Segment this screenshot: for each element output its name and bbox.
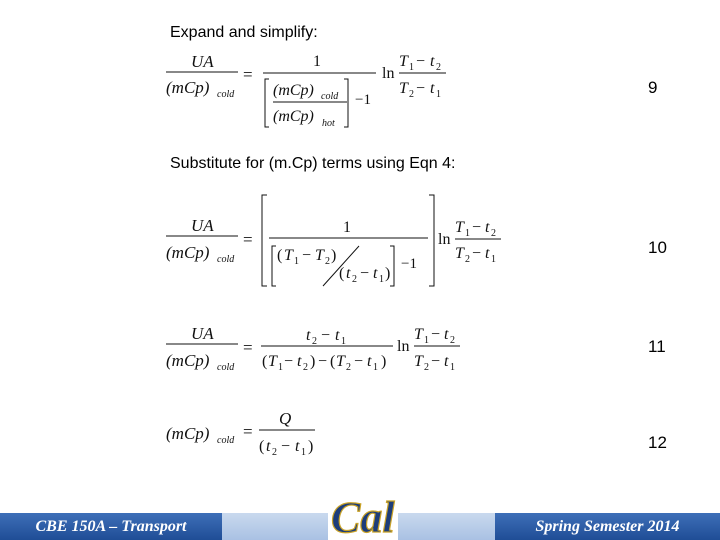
eq10-ln-t1: t [485,245,490,262]
eq12-t2: t [266,438,271,455]
eq9-t2-sub: 2 [436,62,441,73]
eq12-cold: cold [217,435,235,446]
equation-12 [163,403,323,463]
eq9-hot: hot [322,118,335,129]
eq11-num-t2: t [306,327,311,344]
eq11-ln-T2: T [414,353,423,370]
eq10-paren-a: ( [277,247,283,264]
eq11-den-paren-d: ) [381,353,387,370]
eq10-equals: = [243,230,253,249]
eq11-den-T2-sub: 2 [346,362,351,373]
eq11-equals: = [243,338,253,357]
eq10-paren-d: ) [385,265,391,282]
eq11-ln-t2-sub: 2 [450,335,455,346]
equation-number-11: 11 [648,337,666,356]
eq11-den-minus-b: − [354,353,364,370]
eq11-den-paren-b: ) [310,353,316,370]
eq10-T1-sub: 1 [294,256,299,267]
eq10-ln-T2-sub: 2 [465,254,470,265]
eq10-minus-a: − [302,247,312,264]
eq11-num-t1-sub: 1 [341,336,346,347]
eq10-T2: T [315,247,324,264]
eq9-mcp-hot: (mCp) [273,108,314,125]
eq9-t2: t [430,53,435,70]
eq12-minus: − [281,438,291,455]
eq11-ln: ln [397,338,410,355]
eq12-equals: = [243,422,253,441]
eq9-T1: T [399,53,408,70]
eq12-paren-b: ) [308,438,314,455]
eq12-Q: Q [279,409,292,428]
footer-course-title: CBE 150A – Transport [0,513,222,540]
eq9-one: 1 [313,53,321,70]
eq9-minus-a: − [416,53,426,70]
eq12-t2-sub: 2 [272,447,277,458]
heading-expand: Expand and simplify: [170,24,318,41]
eq10-ua: UA [191,216,214,235]
eq9-t1-sub: 1 [436,89,441,100]
eq11-den-T1-sub: 1 [278,362,283,373]
eq11-den-paren-a: ( [262,353,268,370]
eq9-cold: cold [217,89,235,100]
eq11-den-T1: T [268,353,277,370]
eq11-den-T2: T [336,353,345,370]
eq10-paren-c: ( [339,265,345,282]
eq10-ln-T1: T [455,219,464,236]
eq11-den-t2-sub: 2 [303,362,308,373]
eq9-ln: ln [382,65,395,82]
eq11-ln-t2: t [444,326,449,343]
eq11-mcp: (mCp) [166,351,210,370]
equation-10 [163,190,508,290]
eq10-t1: t [373,265,378,282]
eq12-paren-a: ( [259,438,265,455]
eq11-den-minus-mid: − [318,353,328,370]
eq10-T2-sub: 2 [325,256,330,267]
eq9-equals: = [243,65,253,84]
eq11-ln-minus-b: − [431,353,441,370]
eq11-ln-minus-a: − [431,326,441,343]
eq11-ln-T1-sub: 1 [424,335,429,346]
eq12-t1: t [295,438,300,455]
eq12-mcp: (mCp) [166,424,210,443]
eq9-minus-b: − [416,80,426,97]
eq10-T1: T [284,247,293,264]
eq10-mcp: (mCp) [166,243,210,262]
eq10-ln-t2-sub: 2 [491,228,496,239]
footer-semester: Spring Semester 2014 [495,513,720,540]
equation-9 [163,47,463,132]
eq9-T1-sub: 1 [409,62,414,73]
eq10-ln-t2: t [485,219,490,236]
eq9-t1: t [430,80,435,97]
eq10-ln-minus-b: − [472,245,482,262]
eq11-den-t2: t [297,353,302,370]
eq9-T2: T [399,80,408,97]
eq11-num-t1: t [335,327,340,344]
cal-logo-text: Cal [331,493,395,540]
eq10-ln: ln [438,231,451,248]
eq9-mcp-cold: (mCp) [273,82,314,99]
eq11-ln-T1: T [414,326,423,343]
eq11-num-t2-sub: 2 [312,336,317,347]
eq9-ua: UA [191,52,214,71]
eq9-minus1: −1 [355,92,371,108]
eq10-ln-minus-a: − [472,219,482,236]
eq10-minus-b: − [360,265,370,282]
eq11-ln-t1: t [444,353,449,370]
eq11-ua: UA [191,324,214,343]
eq10-ln-T1-sub: 1 [465,228,470,239]
heading-substitute: Substitute for (m.Cp) terms using Eqn 4: [170,155,456,172]
equation-number-12: 12 [648,433,667,452]
equation-number-10: 10 [648,238,667,257]
eq10-cold: cold [217,254,235,265]
eq10-t2-sub: 2 [352,274,357,285]
eq10-ln-t1-sub: 1 [491,254,496,265]
eq10-t1-sub: 1 [379,274,384,285]
eq10-one: 1 [343,219,351,236]
equation-number-9: 9 [648,78,658,97]
cal-logo [328,486,398,540]
eq11-den-paren-c: ( [330,353,336,370]
eq11-den-t1-sub: 1 [373,362,378,373]
eq11-den-minus-a: − [284,353,294,370]
equation-11 [163,320,473,380]
eq9-cold2: cold [321,91,339,102]
eq10-minus1: −1 [401,256,417,272]
eq11-num-minus: − [321,327,331,344]
eq9-mcp: (mCp) [166,78,210,97]
eq10-paren-b: ) [331,247,337,264]
eq9-T2-sub: 2 [409,89,414,100]
eq11-ln-T2-sub: 2 [424,362,429,373]
eq11-den-t1: t [367,353,372,370]
eq10-t2: t [346,265,351,282]
eq11-ln-t1-sub: 1 [450,362,455,373]
eq10-ln-T2: T [455,245,464,262]
eq11-cold: cold [217,362,235,373]
eq12-t1-sub: 1 [301,447,306,458]
